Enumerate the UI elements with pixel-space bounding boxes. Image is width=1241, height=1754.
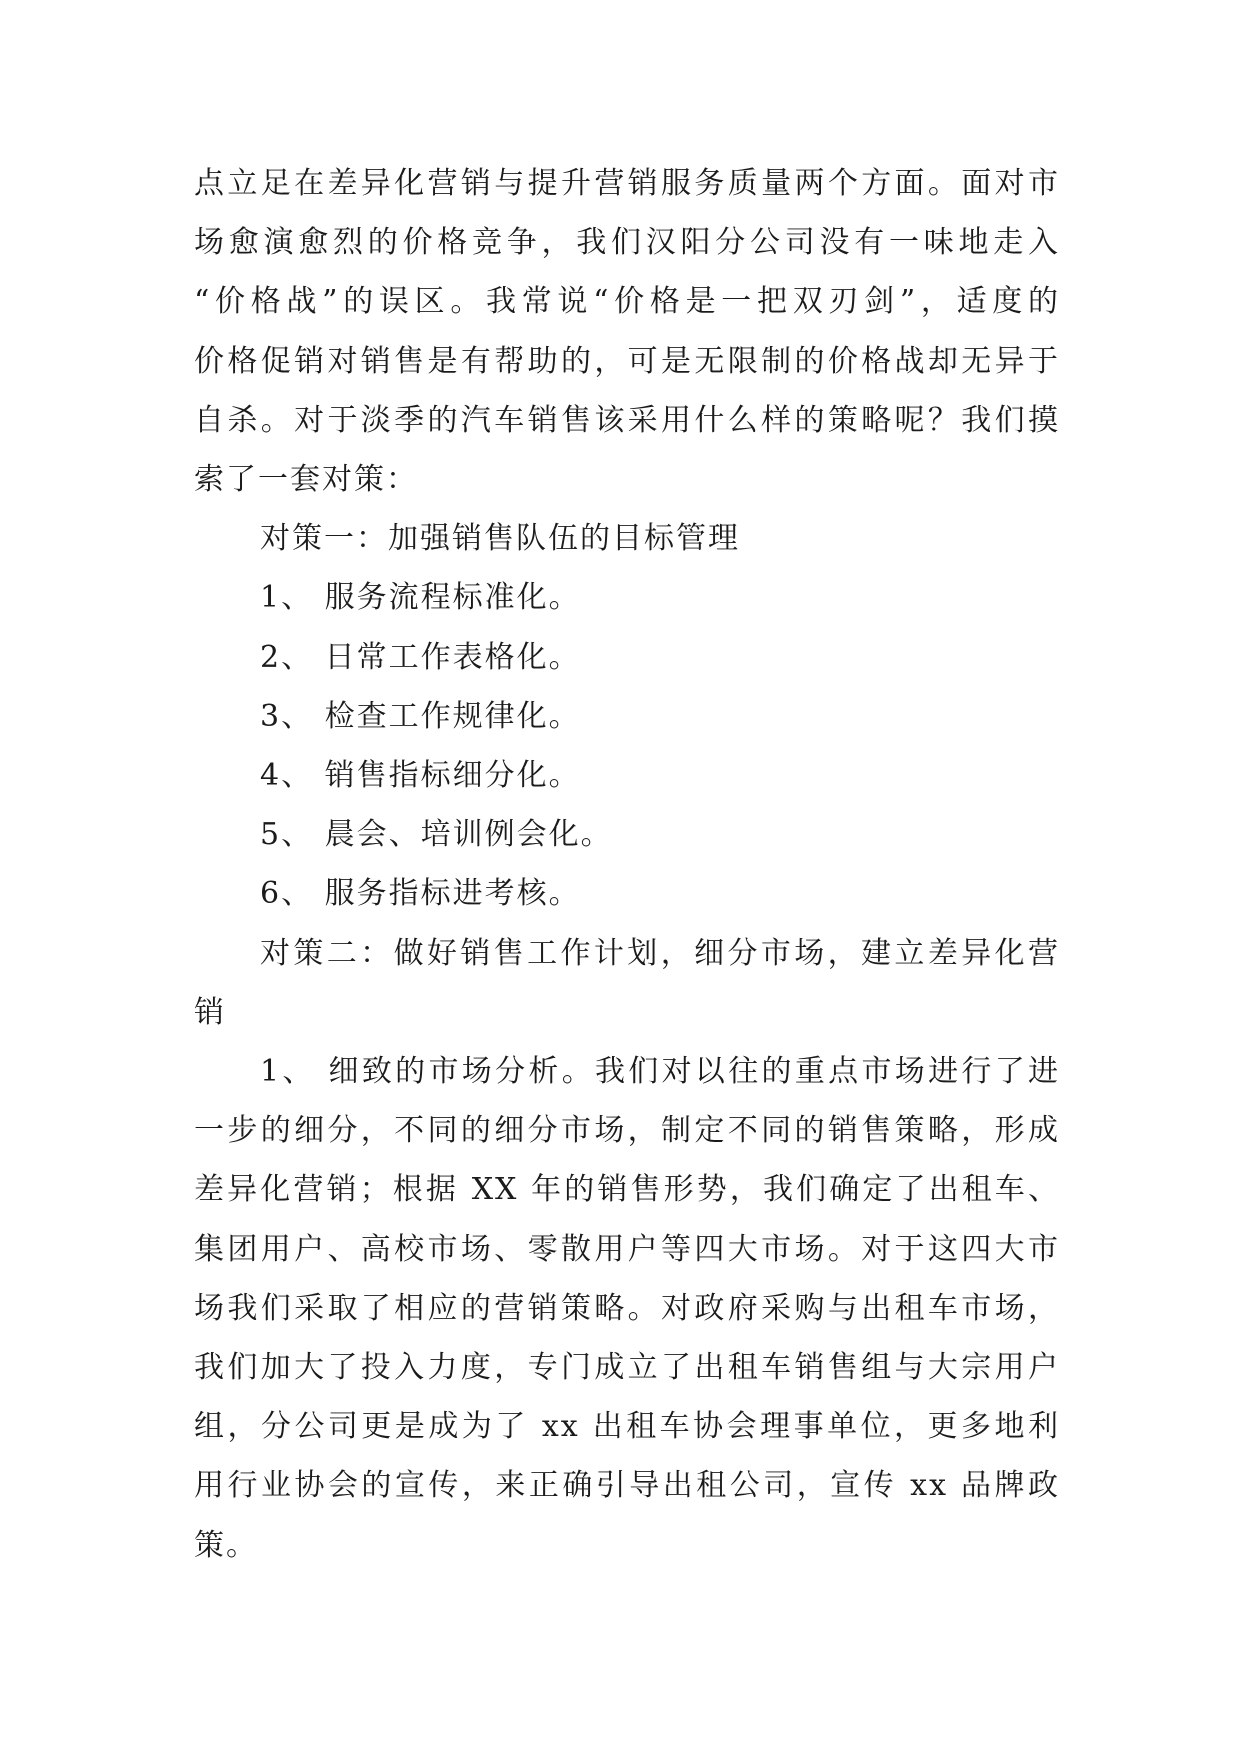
text-line: 集团用户、高校市场、零散用户等四大市场。对于这四大市 (194, 1231, 1060, 1267)
list-item: 6、 服务指标进考核。 (260, 876, 581, 912)
text-line: 点立足在差异化营销与提升营销服务质量两个方面。面对市 (194, 166, 1060, 201)
text-line: 自杀。对于淡季的汽车销售该采用什么样的策略呢？我们摸 (194, 402, 1060, 438)
list-item: 5、 晨会、培训例会化。 (260, 817, 613, 853)
list-item: 3、 检查工作规律化。 (260, 698, 581, 734)
text-line: 1、 细致的市场分析。我们对以往的重点市场进行了进 (260, 1054, 1060, 1089)
text-line: 我们加大了投入力度，专门成立了出租车销售组与大宗用户 (194, 1350, 1060, 1385)
text-line: 场我们采取了相应的营销策略。对政府采购与出租车市场， (194, 1290, 1060, 1326)
text-line: 差异化营销；根据 XX 年的销售形势，我们确定了出租车、 (194, 1172, 1060, 1208)
text-line: 价格促销对销售是有帮助的，可是无限制的价格战却无异于 (194, 343, 1060, 379)
list-item: 4、 销售指标细分化。 (260, 758, 581, 793)
section-heading: 对策二：做好销售工作计划，细分市场，建立差异化营 (260, 935, 1060, 971)
text-line: 组，分公司更是成为了 xx 出租车协会理事单位，更多地利 (194, 1409, 1060, 1445)
text-line: 场愈演愈烈的价格竞争，我们汉阳分公司没有一味地走入 (194, 225, 1060, 261)
section-heading: 销 (194, 994, 226, 1030)
text-line: 一步的细分，不同的细分市场，制定不同的销售策略，形成 (194, 1113, 1060, 1149)
text-line: 用行业协会的宣传，来正确引导出租公司，宣传 xx 品牌政 (194, 1468, 1060, 1504)
text-line: 策。 (194, 1527, 258, 1563)
list-item: 1、 服务流程标准化。 (260, 580, 581, 616)
text-line: “价格战”的误区。我常说“价格是一把双刃剑”，适度的 (194, 284, 1060, 320)
section-heading: 对策一：加强销售队伍的目标管理 (260, 521, 740, 557)
list-item: 2、 日常工作表格化。 (260, 639, 581, 675)
text-line: 索了一套对策： (194, 462, 418, 497)
